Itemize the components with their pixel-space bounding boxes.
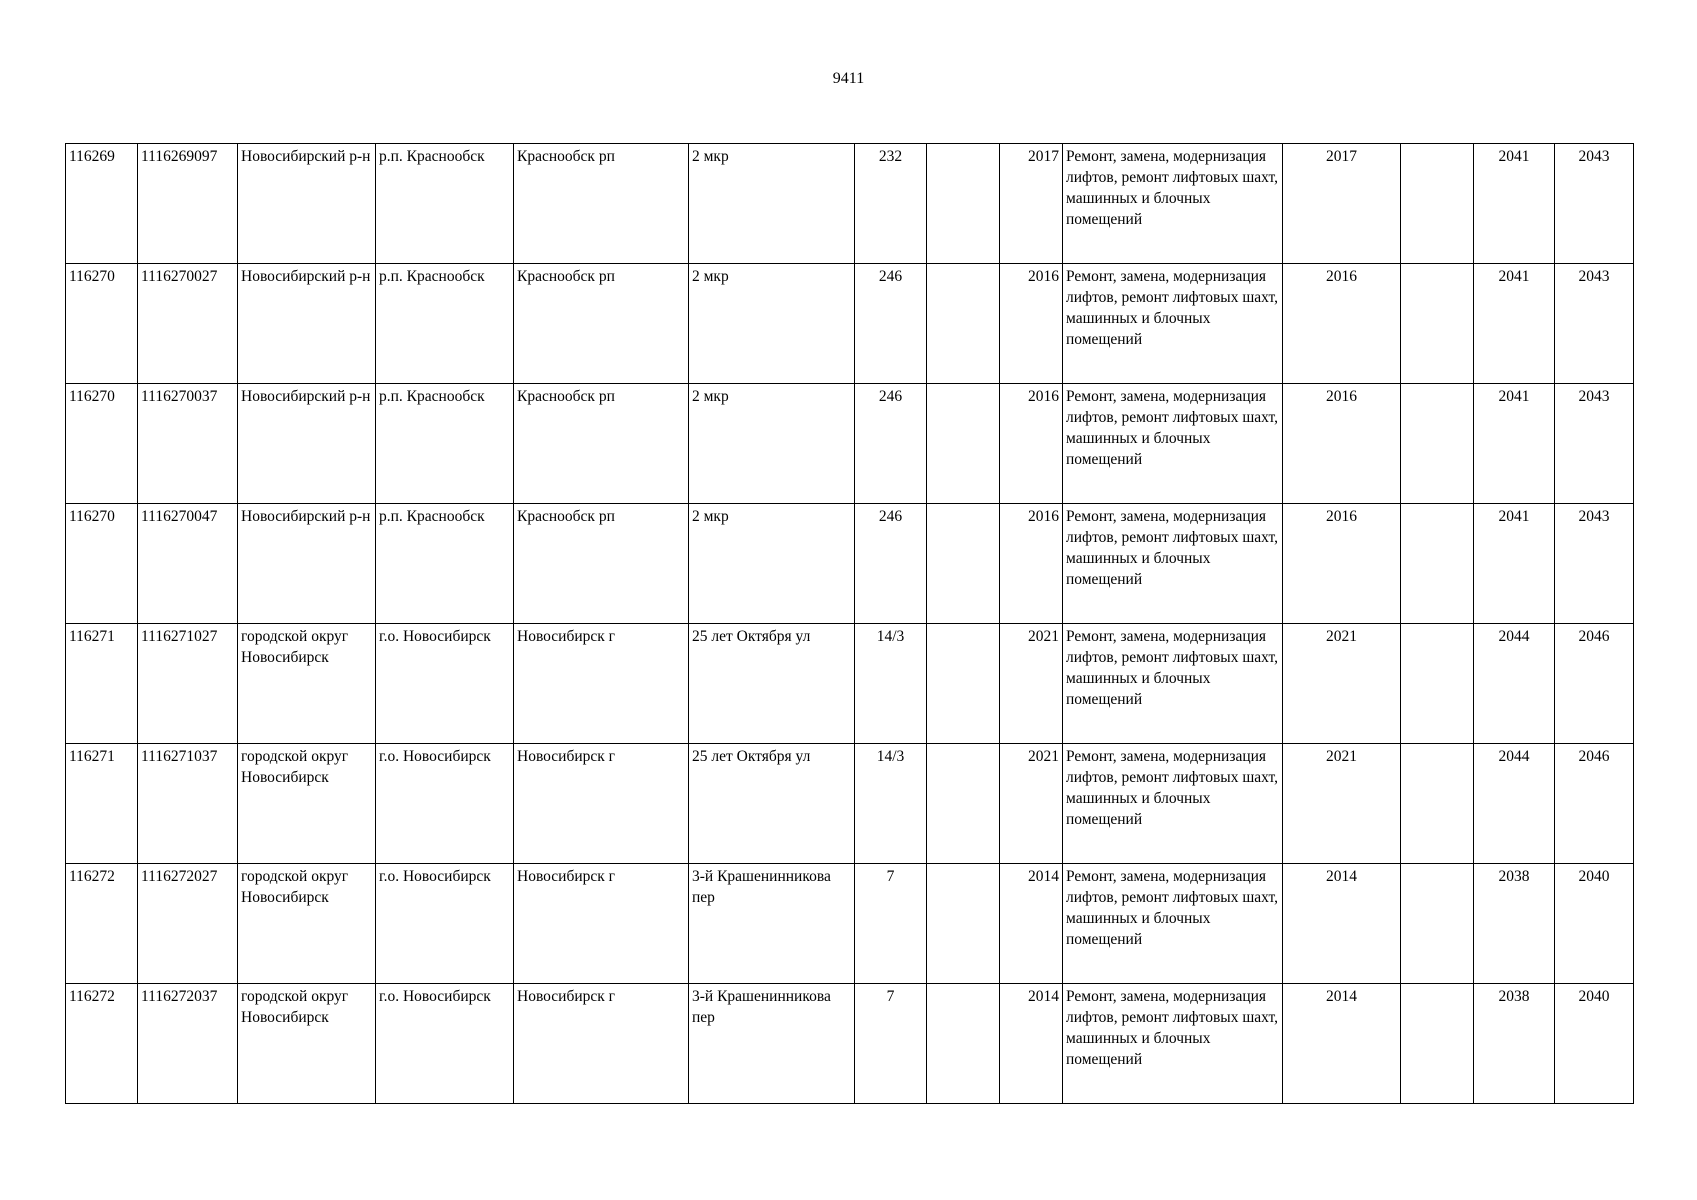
- cell-period-start: 2041: [1474, 264, 1555, 384]
- table-row: [66, 984, 1634, 1104]
- cell-work: Ремонт, замена, модернизация лифтов, ремонт лифтовых шахт, машинных и блочных помещений: [1063, 984, 1283, 1104]
- cell-district: Новосибирский р-н: [238, 144, 376, 264]
- cell-building: [927, 624, 1000, 744]
- cell-year-built: 2016: [1000, 264, 1063, 384]
- cell-district: Новосибирский р-н: [238, 504, 376, 624]
- cell-extra: [1401, 384, 1474, 504]
- cell-locality: Новосибирск г: [514, 984, 689, 1104]
- cell-period-start: 2044: [1474, 624, 1555, 744]
- cell-municipality: р.п. Краснообск: [376, 504, 514, 624]
- table-row: [66, 504, 1634, 624]
- cell-municipality: г.о. Новосибирск: [376, 744, 514, 864]
- cell-street: 25 лет Октября ул: [689, 624, 855, 744]
- cell-building: [927, 984, 1000, 1104]
- cell-municipality: г.о. Новосибирск: [376, 864, 514, 984]
- cell-house: 232: [855, 144, 927, 264]
- cell-id: 116272: [66, 984, 138, 1104]
- cell-extra: [1401, 984, 1474, 1104]
- cell-district: городской округ Новосибирск: [238, 624, 376, 744]
- cell-house: 7: [855, 864, 927, 984]
- cell-work-year: 2016: [1283, 264, 1401, 384]
- cell-code: 1116270047: [138, 504, 238, 624]
- cell-street: 25 лет Октября ул: [689, 744, 855, 864]
- cell-house: 246: [855, 264, 927, 384]
- cell-period-end: 2043: [1555, 384, 1634, 504]
- cell-work-year: 2016: [1283, 384, 1401, 504]
- cell-building: [927, 144, 1000, 264]
- cell-locality: Краснообск рп: [514, 384, 689, 504]
- cell-street: 2 мкр: [689, 264, 855, 384]
- cell-period-end: 2040: [1555, 864, 1634, 984]
- cell-work: Ремонт, замена, модернизация лифтов, ремонт лифтовых шахт, машинных и блочных помещений: [1063, 624, 1283, 744]
- cell-work: Ремонт, замена, модернизация лифтов, ремонт лифтовых шахт, машинных и блочных помещений: [1063, 744, 1283, 864]
- cell-municipality: р.п. Краснообск: [376, 384, 514, 504]
- cell-house: 14/3: [855, 624, 927, 744]
- cell-street: 3-й Крашенинникова пер: [689, 864, 855, 984]
- cell-id: 116270: [66, 384, 138, 504]
- cell-house: 14/3: [855, 744, 927, 864]
- cell-municipality: р.п. Краснообск: [376, 144, 514, 264]
- cell-district: городской округ Новосибирск: [238, 984, 376, 1104]
- cell-id: 116271: [66, 624, 138, 744]
- cell-street: 2 мкр: [689, 384, 855, 504]
- cell-id: 116270: [66, 504, 138, 624]
- cell-locality: Новосибирск г: [514, 864, 689, 984]
- cell-work: Ремонт, замена, модернизация лифтов, ремонт лифтовых шахт, машинных и блочных помещений: [1063, 144, 1283, 264]
- cell-period-end: 2040: [1555, 984, 1634, 1104]
- cell-municipality: р.п. Краснообск: [376, 264, 514, 384]
- cell-district: Новосибирский р-н: [238, 264, 376, 384]
- cell-extra: [1401, 624, 1474, 744]
- cell-district: городской округ Новосибирск: [238, 864, 376, 984]
- cell-period-start: 2038: [1474, 984, 1555, 1104]
- registry-table: [65, 143, 1634, 1104]
- cell-district: городской округ Новосибирск: [238, 744, 376, 864]
- cell-year-built: 2017: [1000, 144, 1063, 264]
- cell-year-built: 2016: [1000, 384, 1063, 504]
- cell-period-start: 2044: [1474, 744, 1555, 864]
- cell-municipality: г.о. Новосибирск: [376, 624, 514, 744]
- cell-id: 116269: [66, 144, 138, 264]
- cell-year-built: 2016: [1000, 504, 1063, 624]
- cell-year-built: 2014: [1000, 864, 1063, 984]
- cell-code: 1116269097: [138, 144, 238, 264]
- cell-extra: [1401, 864, 1474, 984]
- cell-district: Новосибирский р-н: [238, 384, 376, 504]
- cell-locality: Новосибирск г: [514, 744, 689, 864]
- cell-code: 1116271027: [138, 624, 238, 744]
- cell-period-end: 2043: [1555, 504, 1634, 624]
- table-row: [66, 384, 1634, 504]
- table-row: [66, 744, 1634, 864]
- cell-municipality: г.о. Новосибирск: [376, 984, 514, 1104]
- cell-work: Ремонт, замена, модернизация лифтов, ремонт лифтовых шахт, машинных и блочных помещений: [1063, 384, 1283, 504]
- cell-locality: Краснообск рп: [514, 144, 689, 264]
- cell-period-start: 2041: [1474, 384, 1555, 504]
- cell-period-end: 2043: [1555, 264, 1634, 384]
- cell-id: 116270: [66, 264, 138, 384]
- cell-house: 7: [855, 984, 927, 1104]
- cell-id: 116272: [66, 864, 138, 984]
- cell-extra: [1401, 144, 1474, 264]
- cell-building: [927, 864, 1000, 984]
- cell-street: 2 мкр: [689, 144, 855, 264]
- cell-code: 1116271037: [138, 744, 238, 864]
- cell-period-end: 2046: [1555, 624, 1634, 744]
- cell-street: 3-й Крашенинникова пер: [689, 984, 855, 1104]
- cell-work-year: 2014: [1283, 984, 1401, 1104]
- cell-code: 1116272027: [138, 864, 238, 984]
- cell-code: 1116272037: [138, 984, 238, 1104]
- cell-period-start: 2041: [1474, 144, 1555, 264]
- cell-building: [927, 504, 1000, 624]
- cell-extra: [1401, 504, 1474, 624]
- cell-work: Ремонт, замена, модернизация лифтов, ремонт лифтовых шахт, машинных и блочных помещений: [1063, 864, 1283, 984]
- cell-street: 2 мкр: [689, 504, 855, 624]
- cell-period-start: 2041: [1474, 504, 1555, 624]
- cell-extra: [1401, 744, 1474, 864]
- cell-code: 1116270037: [138, 384, 238, 504]
- cell-work-year: 2014: [1283, 864, 1401, 984]
- cell-year-built: 2021: [1000, 744, 1063, 864]
- table-row: [66, 864, 1634, 984]
- cell-code: 1116270027: [138, 264, 238, 384]
- cell-building: [927, 264, 1000, 384]
- cell-year-built: 2014: [1000, 984, 1063, 1104]
- cell-id: 116271: [66, 744, 138, 864]
- cell-locality: Новосибирск г: [514, 624, 689, 744]
- cell-period-end: 2043: [1555, 144, 1634, 264]
- cell-year-built: 2021: [1000, 624, 1063, 744]
- table-row: [66, 624, 1634, 744]
- cell-house: 246: [855, 384, 927, 504]
- cell-locality: Краснообск рп: [514, 264, 689, 384]
- cell-work-year: 2017: [1283, 144, 1401, 264]
- cell-building: [927, 384, 1000, 504]
- cell-work: Ремонт, замена, модернизация лифтов, ремонт лифтовых шахт, машинных и блочных помещений: [1063, 504, 1283, 624]
- cell-period-start: 2038: [1474, 864, 1555, 984]
- cell-work-year: 2021: [1283, 744, 1401, 864]
- cell-work: Ремонт, замена, модернизация лифтов, ремонт лифтовых шахт, машинных и блочных помещений: [1063, 264, 1283, 384]
- page-number: 9411: [832, 70, 865, 87]
- cell-work-year: 2021: [1283, 624, 1401, 744]
- table-row: [66, 144, 1634, 264]
- cell-work-year: 2016: [1283, 504, 1401, 624]
- cell-locality: Краснообск рп: [514, 504, 689, 624]
- table-row: [66, 264, 1634, 384]
- cell-house: 246: [855, 504, 927, 624]
- cell-building: [927, 744, 1000, 864]
- cell-extra: [1401, 264, 1474, 384]
- cell-period-end: 2046: [1555, 744, 1634, 864]
